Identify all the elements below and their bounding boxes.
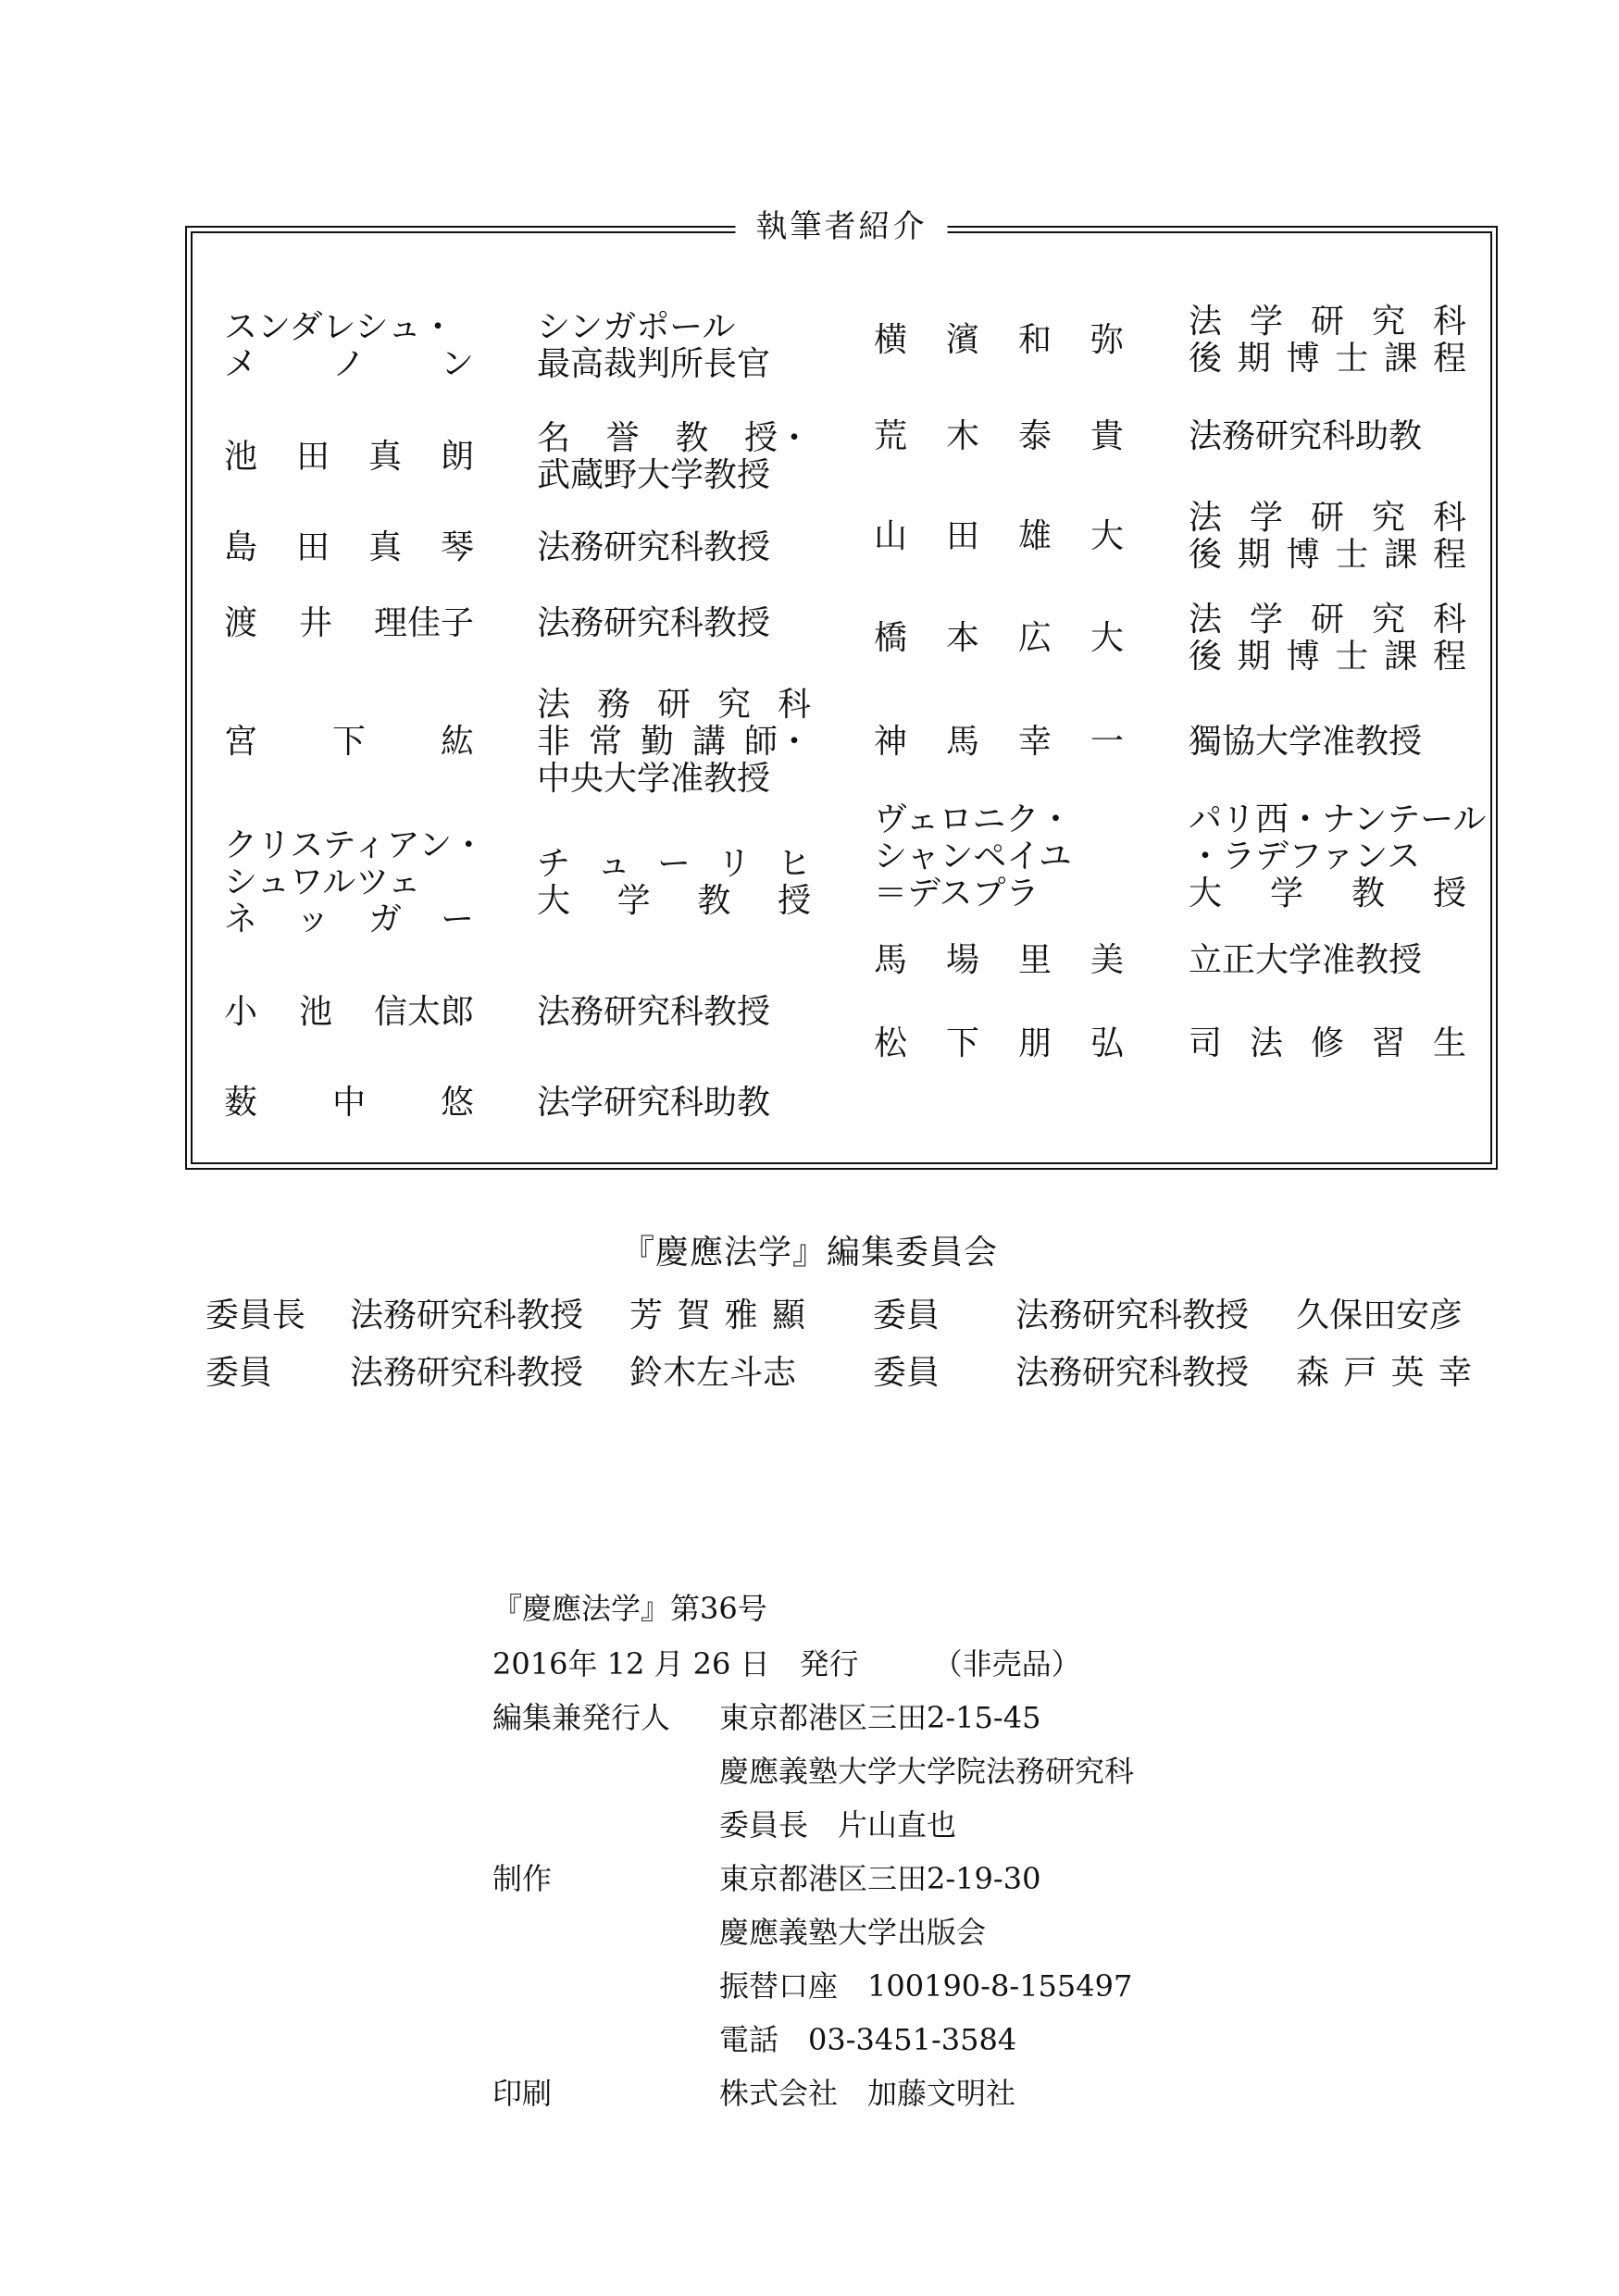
committee-member-name: 鈴木左斗志 xyxy=(629,1354,797,1392)
author-name-right-2 xyxy=(874,418,1124,455)
author-affiliation-left-2 xyxy=(537,420,811,494)
colophon-production-value: 電話 03-3451-3584 xyxy=(719,2022,1017,2057)
author-affiliation-line: 法務研究科助教 xyxy=(1189,417,1423,455)
author-name-line: 渡 井 理佳子 xyxy=(224,604,474,642)
author-name-left-5 xyxy=(224,724,474,761)
author-affiliation-left-1 xyxy=(537,309,811,383)
author-name-line: 荒 木 泰 貴 xyxy=(874,417,1124,455)
author-affiliation-line: 立正大学准教授 xyxy=(1189,941,1423,979)
author-name-right-6 xyxy=(874,801,1124,912)
committee-position: 法務研究科教授 xyxy=(1015,1297,1250,1334)
author-name-right-4 xyxy=(874,620,1124,657)
committee-position: 法務研究科教授 xyxy=(1015,1354,1250,1392)
author-affiliation-right-1 xyxy=(1189,304,1466,378)
author-affiliation-line: パリ西・ナンテール xyxy=(1189,800,1487,838)
committee-role: 委員 xyxy=(205,1354,273,1392)
colophon-publisher-label: 編集兼発行人 xyxy=(492,1700,671,1735)
committee-title: 『慶應法学』編集委員会 xyxy=(620,1234,998,1272)
author-affiliation-right-8 xyxy=(1189,1025,1466,1062)
author-name-right-1 xyxy=(874,322,1124,359)
author-affiliation-right-7 xyxy=(1189,942,1466,979)
author-name-line: ＝デスプラ xyxy=(874,875,1040,912)
author-name-line: 島 田 真 琴 xyxy=(224,528,474,566)
author-name-line: スンダレシュ・ xyxy=(224,308,455,346)
colophon-publisher-value: 東京都港区三田2-15-45 xyxy=(719,1700,1041,1735)
author-affiliation-line: 法学研究科助教 xyxy=(537,1084,771,1122)
author-affiliation-line: 後 期 博 士 課 程 xyxy=(1189,536,1466,574)
author-name-left-8 xyxy=(224,1085,474,1122)
committee-position: 法務研究科教授 xyxy=(350,1297,584,1334)
author-affiliation-line: 中央大学准教授 xyxy=(537,760,771,798)
author-affiliation-line: 大 学 教 授 xyxy=(537,882,811,920)
author-name-line: シュワルツェ xyxy=(224,863,421,901)
author-affiliation-line: ・ラデファンス xyxy=(1189,838,1421,875)
author-affiliation-left-8 xyxy=(537,1085,811,1122)
author-affiliation-left-3 xyxy=(537,529,811,566)
author-name-line: 横 濱 和 弥 xyxy=(874,321,1124,359)
author-affiliation-line: 司 法 修 習 生 xyxy=(1189,1024,1466,1062)
committee-member-name: 久保田安彦 xyxy=(1296,1297,1463,1334)
author-affiliation-line: 最高裁判所長官 xyxy=(537,345,771,383)
author-name-line: ネ ッ ガ ー xyxy=(224,900,474,938)
author-affiliation-line: チ ュ ー リ ヒ xyxy=(537,845,811,883)
colophon-date: 2016年 12 月 26 日 発行 （非売品） xyxy=(492,1646,1081,1682)
author-affiliation-line: 法務研究科教授 xyxy=(537,993,771,1031)
committee-role: 委員長 xyxy=(205,1297,306,1334)
colophon-production-value: 慶應義塾大学出版会 xyxy=(719,1915,987,1950)
author-name-right-5 xyxy=(874,724,1124,761)
author-name-right-8 xyxy=(874,1025,1124,1062)
colophon-production-label: 制作 xyxy=(492,1861,553,1896)
colophon-production-value: 東京都港区三田2-19-30 xyxy=(719,1861,1041,1896)
author-affiliation-line: 名 誉 教 授・ xyxy=(537,419,811,457)
author-affiliation-line: 武蔵野大学教授 xyxy=(537,456,771,494)
author-name-line: メ ノ ン xyxy=(224,345,474,383)
author-name-line: 小 池 信太郎 xyxy=(224,993,474,1031)
author-box-title: 執筆者紹介 xyxy=(736,204,948,250)
author-affiliation-line: 後 期 博 士 課 程 xyxy=(1189,340,1466,378)
author-name-line: 橋 本 広 大 xyxy=(874,619,1124,657)
author-affiliation-right-2 xyxy=(1189,418,1466,455)
author-affiliation-line: 法 学 研 究 科 xyxy=(1189,303,1466,341)
colophon-publisher-value: 委員長 片山直也 xyxy=(719,1807,957,1843)
author-affiliation-line: 後 期 博 士 課 程 xyxy=(1189,638,1466,676)
author-name-left-2 xyxy=(224,439,474,476)
colophon-issue: 『慶應法学』第36号 xyxy=(492,1591,767,1626)
author-name-line: シャンペイユ xyxy=(874,838,1072,875)
committee-position: 法務研究科教授 xyxy=(350,1354,584,1392)
committee-member-name: 芳 賀 雅 顯 xyxy=(629,1297,805,1334)
committee-role: 委員 xyxy=(873,1297,940,1334)
author-name-line: 馬 場 里 美 xyxy=(874,941,1124,979)
author-name-left-7 xyxy=(224,994,474,1031)
author-affiliation-right-3 xyxy=(1189,500,1466,574)
author-affiliation-left-6 xyxy=(537,846,811,920)
author-affiliation-line: 法務研究科教授 xyxy=(537,604,771,642)
author-name-line: 薮 中 悠 xyxy=(224,1084,474,1122)
author-name-line: ヴェロニク・ xyxy=(874,800,1073,838)
author-affiliation-line: 非 常 勤 講 師・ xyxy=(537,723,811,761)
author-name-line: 山 田 雄 大 xyxy=(874,517,1124,555)
author-affiliation-line: 獨協大学准教授 xyxy=(1189,723,1423,761)
author-affiliation-left-7 xyxy=(537,994,811,1031)
author-name-left-1 xyxy=(224,309,474,383)
author-name-right-3 xyxy=(874,518,1124,555)
colophon-production-value: 振替口座 100190-8-155497 xyxy=(719,1968,1133,2004)
committee-member-name: 森 戸 英 幸 xyxy=(1296,1354,1472,1392)
author-name-right-7 xyxy=(874,942,1124,979)
author-name-line: 池 田 真 朗 xyxy=(224,438,474,476)
author-affiliation-line: 法務研究科教授 xyxy=(537,528,771,566)
author-affiliation-line: 法 学 研 究 科 xyxy=(1189,499,1466,537)
committee-role: 委員 xyxy=(873,1354,940,1392)
author-affiliation-line: 法 務 研 究 科 xyxy=(537,686,811,724)
author-affiliation-right-4 xyxy=(1189,602,1466,676)
author-affiliation-line: シンガポール xyxy=(537,308,736,346)
author-affiliation-left-4 xyxy=(537,605,811,642)
author-affiliation-line: 大 学 教 授 xyxy=(1189,875,1466,912)
author-name-line: 宮 下 紘 xyxy=(224,723,474,761)
author-name-left-3 xyxy=(224,529,474,566)
author-affiliation-right-6 xyxy=(1189,800,1487,912)
colophon-publisher-value: 慶應義塾大学大学院法務研究科 xyxy=(719,1754,1135,1789)
author-name-line: クリスティアン・ xyxy=(224,826,486,864)
colophon-printing-label: 印刷 xyxy=(492,2076,553,2111)
author-affiliation-left-5 xyxy=(537,687,811,798)
author-name-line: 神 馬 幸 一 xyxy=(874,723,1124,761)
author-affiliation-right-5 xyxy=(1189,724,1466,761)
author-affiliation-line: 法 学 研 究 科 xyxy=(1189,601,1466,639)
author-name-line: 松 下 朋 弘 xyxy=(874,1024,1124,1062)
author-name-left-6 xyxy=(224,826,486,938)
author-name-left-4 xyxy=(224,605,474,642)
colophon-printing-value: 株式会社 加藤文明社 xyxy=(719,2076,1016,2111)
author-box xyxy=(185,208,1498,1170)
